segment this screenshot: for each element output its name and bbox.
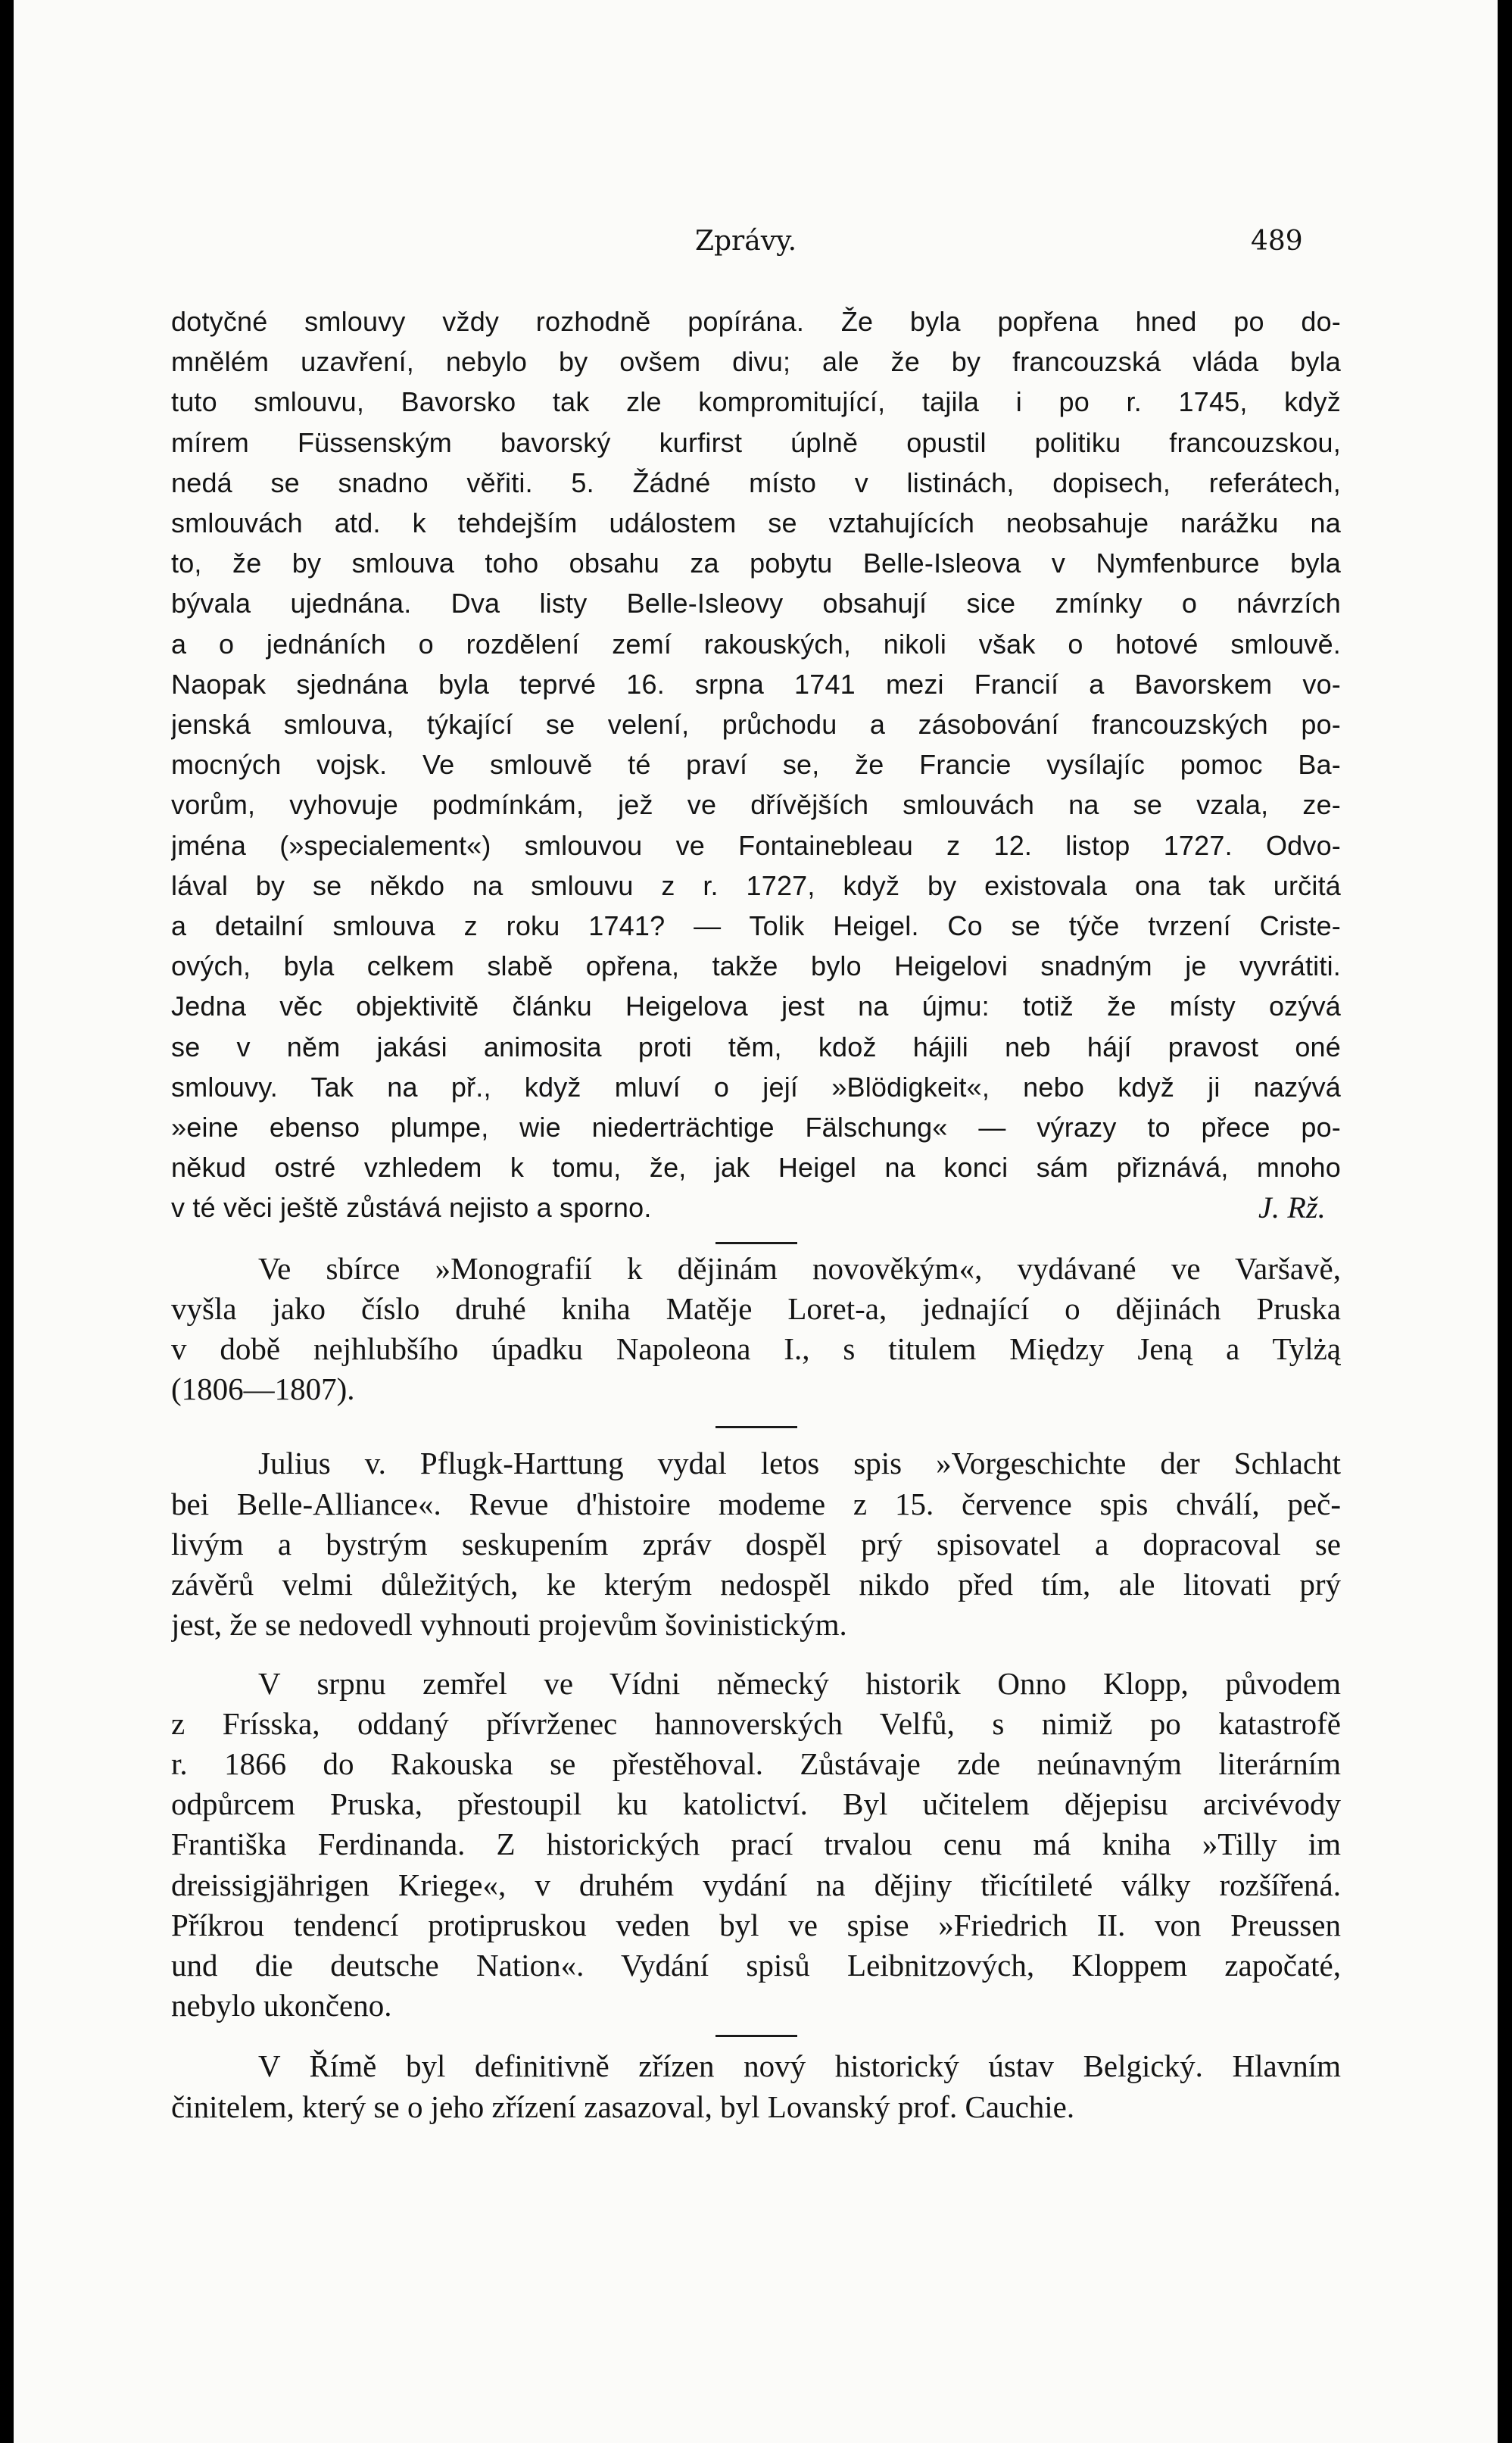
text-line: dreissigjährigen Kriege«, v druhém vydání na dějiny třicítileté války rozšířená. [171,1867,1341,1902]
section-4 [171,1664,1341,2026]
running-header [14,226,1498,271]
text-line: smlouvách atd. k tehdejším událostem se vztahujících neobsahuje narážku na [171,507,1341,539]
header-title: Zprávy. [695,226,797,257]
text-line: mocných vojsk. Ve smlouvě té praví se, že Francie vysílajíc pomoc Ba- [171,749,1341,781]
text-line: jest, že se nedovedl vyhnouti projevům šovinistickým. [171,1607,847,1643]
text-line: mírem Füssenským bavorský kurfirst úplně opustil politiku francouzskou, [171,426,1341,458]
text-line: Julius v. Pflugk-Harttung vydal letos spis »Vorgeschichte der Schlacht [258,1446,1341,1481]
text-line: jenská smlouva, týkající se velení, průchodu a zásobování francouzských po- [171,709,1341,741]
text-line: a detailní smlouva z roku 1741? — Tolik Heigel. Co se týče tvrzení Criste- [171,910,1341,942]
text-line: odpůrcem Pruska, přestoupil ku katolictví. Byl učitelem dějepisu arcivévody [171,1786,1341,1822]
section-divider [715,1242,797,1244]
section-1 [171,301,1341,1228]
text-line: Františka Ferdinanda. Z historických prací trvalou cenu má kniha »Tilly im [171,1827,1341,1862]
text-line: lával by se někdo na smlouvu z r. 1727, když by existovala ona tak určitá [171,869,1341,901]
text-line: (1806—1807). [171,1371,355,1407]
text-line: někud ostré vzhledem k tomu, že, jak Heigel na konci sám přiznává, mnoho [171,1152,1341,1184]
text-line: ových, byla celkem slabě opřena, takže bylo Heigelovi snadným je vyvrátiti. [171,950,1341,982]
article-body [171,301,1341,2127]
section-divider [715,2035,797,2037]
text-line: mnělém uzavření, nebylo by ovšem divu; ale že by francouzská vláda byla [171,346,1341,378]
text-line: nebylo ukončeno. [171,1988,392,2023]
text-line: und die deutsche Nation«. Vydání spisů Leibnitzových, Kloppem započaté, [171,1947,1341,1983]
spacer [171,1646,1341,1664]
text-line: livým a bystrým seskupením zpráv dospěl prý spisovatel a dopracoval se [171,1526,1341,1562]
text-line: tuto smlouvu, Bavorsko tak zle kompromitující, tajila i po r. 1745, když [171,386,1341,418]
text-line: bei Belle-Alliance«. Revue d'histoire modeme z 15. července spis chválí, peč- [171,1486,1341,1521]
text-line: Příkrou tendencí protipruskou veden byl ve spise »Friedrich II. von Preussen [171,1907,1341,1942]
text-line: smlouvy. Tak na př., když mluví o její »Blödigkeit«, nebo když ji nazývá [171,1071,1341,1103]
author-signature: J. Rž. [1258,1190,1326,1225]
text-line: činitelem, který se o jeho zřízení zasazoval, byl Lovanský prof. Cauchie. [171,2089,1075,2124]
text-line: se v něm jakási animosita proti těm, kdož hájili neb hájí pravost oné [171,1031,1341,1062]
text-line: z Frísska, oddaný přívrženec hannoverských Velfů, s nimiž po katastrofě [171,1705,1341,1741]
text-line: »eine ebenso plumpe, wie niederträchtige Fälschung« — výrazy to přece po- [171,1112,1341,1143]
text-line: nedá se snadno věřiti. 5. Žádné místo v listinách, dopisech, referátech, [171,466,1341,498]
text-line: r. 1866 do Rakouska se přestěhoval. Zůstávaje zde neúnavným literárním [171,1746,1341,1781]
text-line: V Římě byl definitivně zřízen nový historický ústav Belgický. Hlavním [258,2048,1341,2084]
text-line: Jedna věc objektivitě článku Heigelova jest na újmu: totiž že místy ozývá [171,991,1341,1022]
text-line: to, že by smlouva toho obsahu za pobytu Belle-Isleova v Nymfenburce byla [171,548,1341,579]
text-line: a o jednáních o rozdělení zemí rakouských, nikoli však o hotové smlouvě. [171,628,1341,660]
page-number: 489 [1251,226,1303,257]
text-line: závěrů velmi důležitých, ke kterým nedospěl nikdo před tím, ale litovati prý [171,1567,1341,1602]
section-3 [171,1443,1341,1645]
text-line: V srpnu zemřel ve Vídni německý historik Onno Klopp, původem [258,1665,1341,1701]
text-line: Ve sbírce »Monografií k dějinám novověkým«, vydávané ve Varšavě, [258,1250,1341,1286]
section-divider [715,1426,797,1428]
page [14,0,1498,2443]
text-line: v té věci ještě zůstává nejisto a sporno. J. Rž. [171,1187,1341,1228]
text-line: dotyčné smlouvy vždy rozhodně popírána. Že byla popřena hned po do- [171,306,1341,337]
text-line: jména (»specialement«) smlouvou ve Fontainebleau z 12. listop 1727. Odvo- [171,829,1341,861]
section-5 [171,2046,1341,2126]
section-2 [171,1249,1341,1410]
text-line: v době nejhlubšího úpadku Napoleona I., s titulem Między Jeną a Tylżą [171,1331,1341,1367]
text-line: Naopak sjednána byla teprvé 16. srpna 1741 mezi Francií a Bavorskem vo- [171,668,1341,700]
text-line: bývala ujednána. Dva listy Belle-Isleovy obsahují sice zmínky o návrzích [171,588,1341,619]
text-line: vyšla jako číslo druhé kniha Matěje Loret-a, jednající o dějinách Pruska [171,1290,1341,1326]
text-line: vorům, vyhovuje podmínkám, jež ve dřívějších smlouvách na se vzala, ze- [171,789,1341,821]
